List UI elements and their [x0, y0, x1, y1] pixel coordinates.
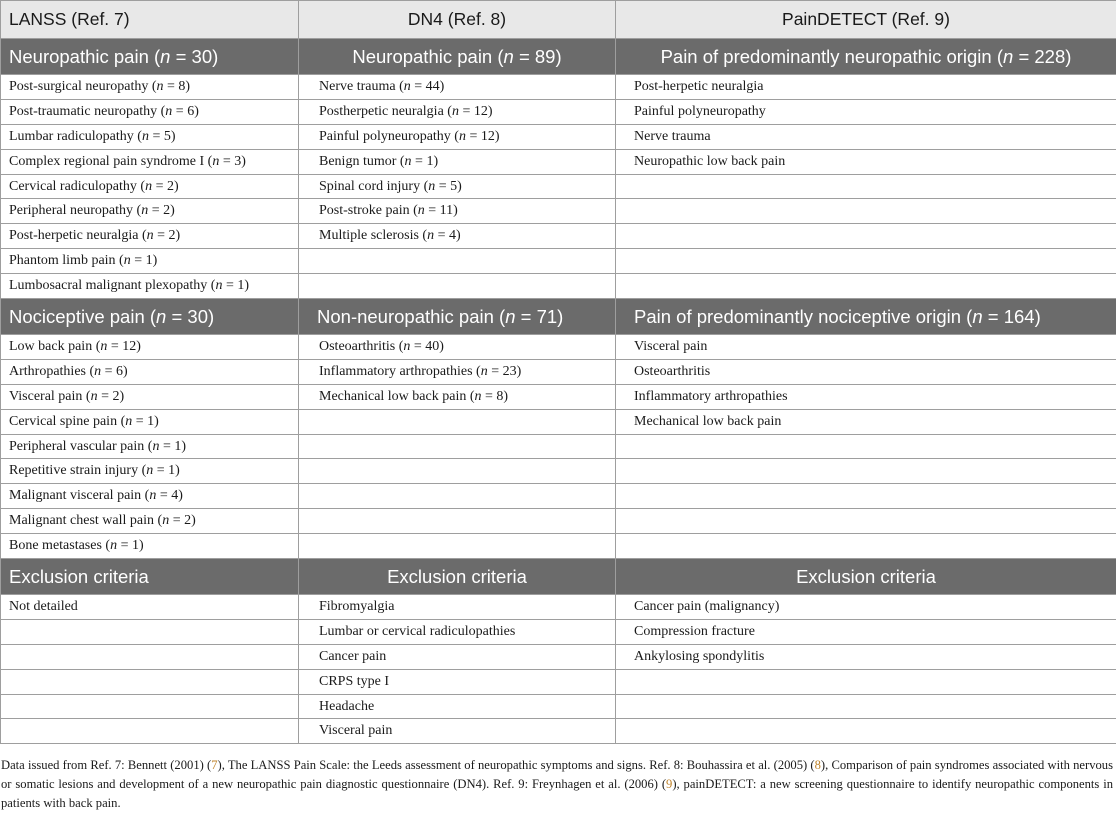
- table-cell: Fibromyalgia: [299, 595, 616, 620]
- section-heading: Neuropathic pain (n = 30): [1, 39, 299, 75]
- table-cell: [616, 669, 1116, 694]
- table-body: [1, 39, 1116, 744]
- table-cell: Peripheral vascular pain (n = 1): [1, 434, 299, 459]
- table-cell: [1, 694, 299, 719]
- table-cell: Neuropathic low back pain: [616, 149, 1116, 174]
- table-row: [1, 459, 1116, 484]
- table-cell: Osteoarthritis: [616, 359, 1116, 384]
- table-row: [1, 719, 1116, 744]
- section-header-row: [1, 39, 1116, 75]
- column-header-paindetect: PainDETECT (Ref. 9): [616, 1, 1116, 39]
- table-row: [1, 619, 1116, 644]
- table-cell: [616, 694, 1116, 719]
- table-cell: Post-herpetic neuralgia: [616, 75, 1116, 100]
- table-cell: Not detailed: [1, 595, 299, 620]
- table-row: [1, 669, 1116, 694]
- table-cell: Cancer pain (malignancy): [616, 595, 1116, 620]
- table-row: [1, 595, 1116, 620]
- table-cell: Osteoarthritis (n = 40): [299, 335, 616, 360]
- section-header-row: [1, 299, 1116, 335]
- table-cell: Postherpetic neuralgia (n = 12): [299, 99, 616, 124]
- table-cell: Post-traumatic neuropathy (n = 6): [1, 99, 299, 124]
- table-cell: Lumbar radiculopathy (n = 5): [1, 124, 299, 149]
- table-cell: Post-stroke pain (n = 11): [299, 199, 616, 224]
- table-row: [1, 384, 1116, 409]
- table-cell: Mechanical low back pain: [616, 409, 1116, 434]
- table-row: [1, 644, 1116, 669]
- section-heading: Nociceptive pain (n = 30): [1, 299, 299, 335]
- section-heading: Pain of predominantly nociceptive origin (n = 164): [616, 299, 1116, 335]
- table-caption: Data issued from Ref. 7: Bennett (2001) (7), The LANSS Pain Scale: the Leeds assessment of neuropathic symptoms and signs. Ref. 8: Bouhassira et al. (2005) (8), Comparison of pain syndromes associated with nervous or somatic lesions and development of a new neuropathic pain diagnostic questionnaire (DN4). Ref. 9: Freynhagen et al. (2006) (9), painDETECT: a new screening questionnaire to identify neuropathic components in patients with back pain.: [1, 758, 1113, 810]
- table-cell: [299, 274, 616, 299]
- table-cell: Ankylosing spondylitis: [616, 644, 1116, 669]
- table-cell: Nerve trauma: [616, 124, 1116, 149]
- table-cell: [299, 459, 616, 484]
- table-cell: Low back pain (n = 12): [1, 335, 299, 360]
- table-cell: Arthropathies (n = 6): [1, 359, 299, 384]
- table-row: [1, 99, 1116, 124]
- table-cell: [616, 534, 1116, 559]
- table-row: [1, 249, 1116, 274]
- section-heading: Neuropathic pain (n = 89): [299, 39, 616, 75]
- table-cell: Benign tumor (n = 1): [299, 149, 616, 174]
- table-cell: [616, 484, 1116, 509]
- table-cell: [616, 274, 1116, 299]
- table-cell: [616, 224, 1116, 249]
- table-cell: [299, 249, 616, 274]
- column-header-lanss: LANSS (Ref. 7): [1, 1, 299, 39]
- table-row: [1, 199, 1116, 224]
- section-heading: Exclusion criteria: [616, 559, 1116, 595]
- table-cell: [616, 249, 1116, 274]
- section-heading: Pain of predominantly neuropathic origin (n = 228): [616, 39, 1116, 75]
- table-row: [1, 75, 1116, 100]
- table-cell: Visceral pain: [299, 719, 616, 744]
- table-cell: Inflammatory arthropathies (n = 23): [299, 359, 616, 384]
- table-cell: [1, 644, 299, 669]
- table-row: [1, 434, 1116, 459]
- table-cell: [616, 434, 1116, 459]
- table-cell: Lumbosacral malignant plexopathy (n = 1): [1, 274, 299, 299]
- table-cell: [299, 484, 616, 509]
- table-cell: Malignant chest wall pain (n = 2): [1, 509, 299, 534]
- table-cell: Visceral pain: [616, 335, 1116, 360]
- table-cell: [616, 174, 1116, 199]
- table-row: [1, 409, 1116, 434]
- table-cell: [616, 459, 1116, 484]
- table-cell: Visceral pain (n = 2): [1, 384, 299, 409]
- table-cell: Peripheral neuropathy (n = 2): [1, 199, 299, 224]
- ref-link-7[interactable]: 7: [211, 758, 218, 772]
- table-cell: [1, 719, 299, 744]
- table-row: [1, 174, 1116, 199]
- table-cell: Spinal cord injury (n = 5): [299, 174, 616, 199]
- section-header-row: [1, 559, 1116, 595]
- table-row: [1, 149, 1116, 174]
- table-cell: Painful polyneuropathy (n = 12): [299, 124, 616, 149]
- table-cell: Mechanical low back pain (n = 8): [299, 384, 616, 409]
- table-cell: [616, 509, 1116, 534]
- table-cell: CRPS type I: [299, 669, 616, 694]
- table-cell: [299, 534, 616, 559]
- table-row: [1, 694, 1116, 719]
- table-cell: Inflammatory arthropathies: [616, 384, 1116, 409]
- table-cell: Post-herpetic neuralgia (n = 2): [1, 224, 299, 249]
- column-header-dn4: DN4 (Ref. 8): [299, 1, 616, 39]
- table-cell: Painful polyneuropathy: [616, 99, 1116, 124]
- ref-link-8[interactable]: 8: [814, 758, 821, 772]
- table-cell: [1, 619, 299, 644]
- table-cell: Lumbar or cervical radiculopathies: [299, 619, 616, 644]
- table-cell: Multiple sclerosis (n = 4): [299, 224, 616, 249]
- table-cell: Complex regional pain syndrome I (n = 3): [1, 149, 299, 174]
- ref-link-9[interactable]: 9: [666, 777, 673, 791]
- table-cell: [299, 409, 616, 434]
- table-cell: Nerve trauma (n = 44): [299, 75, 616, 100]
- table-cell: [299, 509, 616, 534]
- table-cell: [616, 199, 1116, 224]
- section-heading: Non-neuropathic pain (n = 71): [299, 299, 616, 335]
- table-cell: Compression fracture: [616, 619, 1116, 644]
- table-cell: Phantom limb pain (n = 1): [1, 249, 299, 274]
- table-row: [1, 359, 1116, 384]
- table-row: [1, 335, 1116, 360]
- table-cell: [299, 434, 616, 459]
- table-cell: Cervical spine pain (n = 1): [1, 409, 299, 434]
- table-cell: Headache: [299, 694, 616, 719]
- table-cell: Bone metastases (n = 1): [1, 534, 299, 559]
- table-row: [1, 274, 1116, 299]
- table-row: [1, 534, 1116, 559]
- table-cell: Malignant visceral pain (n = 4): [1, 484, 299, 509]
- section-heading: Exclusion criteria: [299, 559, 616, 595]
- table-row: [1, 224, 1116, 249]
- table-row: [1, 509, 1116, 534]
- table-row: [1, 484, 1116, 509]
- table-row: [1, 124, 1116, 149]
- table-cell: [1, 669, 299, 694]
- table-cell: Repetitive strain injury (n = 1): [1, 459, 299, 484]
- section-heading: Exclusion criteria: [1, 559, 299, 595]
- table-cell: Post-surgical neuropathy (n = 8): [1, 75, 299, 100]
- table-cell: Cervical radiculopathy (n = 2): [1, 174, 299, 199]
- table-cell: Cancer pain: [299, 644, 616, 669]
- table-cell: [616, 719, 1116, 744]
